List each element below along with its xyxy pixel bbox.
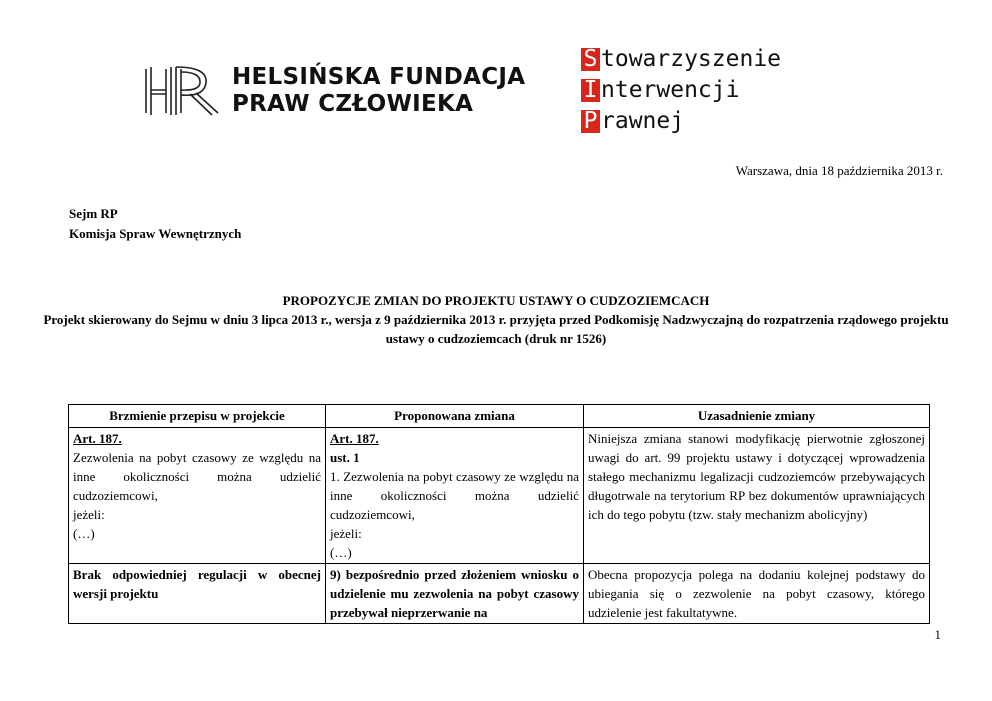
cell-justification	[584, 564, 930, 624]
article-text: 1. Zezwolenia na pobyt czasowy ze względu na inne okoliczności można udzielić cudzoziemcowi,	[330, 469, 579, 522]
addressee-line1: Sejm RP	[69, 206, 118, 221]
article-ref: Art. 187.	[330, 431, 379, 446]
sip-logo-word: nterwencji	[601, 77, 740, 103]
table-row	[69, 564, 930, 624]
article-text: (…)	[73, 526, 95, 541]
table-row	[69, 428, 930, 564]
article-text: Zezwolenia na pobyt czasowy ze względu na inne okoliczności można udzielić cudzoziemcowi,	[73, 450, 321, 503]
title-sub: Projekt skierowany do Sejmu w dniu 3 lipca 2013 r., wersja z 9 października 2013 r. przyjęta przed Podkomisję Nadzwyczajną do rozpatrzenia rządowego projektu ustawy o cudzoziemcach (druk nr 1526)	[43, 312, 949, 346]
missing-regulation-note: Brak odpowiedniej regulacji w obecnej wersji projektu	[73, 567, 321, 601]
title-main: PROPOZYCJE ZMIAN DO PROJEKTU USTAWY O CUDZOZIEMCACH	[282, 293, 710, 308]
cell-current-text	[69, 428, 326, 564]
hfpc-name-line2: PRAW CZŁOWIEKA	[232, 91, 474, 117]
sip-logo-initial: S	[581, 48, 600, 71]
article-text: jeżeli:	[73, 507, 105, 522]
cell-current-text	[69, 564, 326, 624]
sip-logo-initial: P	[581, 110, 600, 133]
header-current-text: Brzmienie przepisu w projekcie	[69, 405, 326, 428]
sip-logo-row	[581, 106, 781, 137]
date-line: Warszawa, dnia 18 października 2013 r.	[735, 163, 943, 178]
page-number: 1	[934, 627, 941, 642]
article-ref: Art. 187.	[73, 431, 122, 446]
sip-logo-word: rawnej	[601, 108, 685, 134]
sip-logo-initial: I	[581, 79, 600, 102]
hfpc-logo	[140, 63, 540, 123]
table-header-row	[69, 405, 930, 428]
sip-logo	[581, 44, 781, 137]
hfpc-hr-mark-icon	[140, 63, 220, 119]
article-text: (…)	[330, 545, 352, 560]
cell-proposed-change	[326, 428, 584, 564]
sip-logo-row	[581, 44, 781, 75]
article-text: jeżeli:	[330, 526, 362, 541]
sip-logo-word: towarzyszenie	[601, 46, 782, 72]
cell-justification	[584, 428, 930, 564]
addressee	[69, 204, 241, 244]
addressee-line2: Komisja Spraw Wewnętrznych	[69, 226, 242, 241]
header-justification: Uzasadnienie zmiany	[584, 405, 930, 428]
proposed-point: 9) bezpośrednio przed złożeniem wniosku o udzielenie mu zezwolenia na pobyt czasowy przebywał nieprzerwanie na	[330, 567, 579, 620]
justification-text: Obecna propozycja polega na dodaniu kolejnej podstawy do ubiegania się o zezwolenie na pobyt czasowy, którego udzielenie jest fakultatywne.	[588, 567, 925, 620]
amendments-table	[68, 404, 930, 624]
document-title	[40, 291, 952, 348]
cell-proposed-change	[326, 564, 584, 624]
sip-logo-row	[581, 75, 781, 106]
justification-text: Niniejsza zmiana stanowi modyfikację pierwotnie zgłoszonej uwagi do art. 99 projektu ustawy i dotyczącej wprowadzenia stałego mechanizmu legalizacji cudzoziemców przebywających długotrwale na terytorium RP bez dokumentów uprawniających ich do tego pobytu (tzw. stały mechanizm abolicyjny)	[588, 431, 925, 522]
hfpc-name-line1: HELSIŃSKA FUNDACJA	[232, 64, 526, 90]
header-proposed-change: Proponowana zmiana	[326, 405, 584, 428]
paragraph-ref: ust. 1	[330, 450, 360, 465]
